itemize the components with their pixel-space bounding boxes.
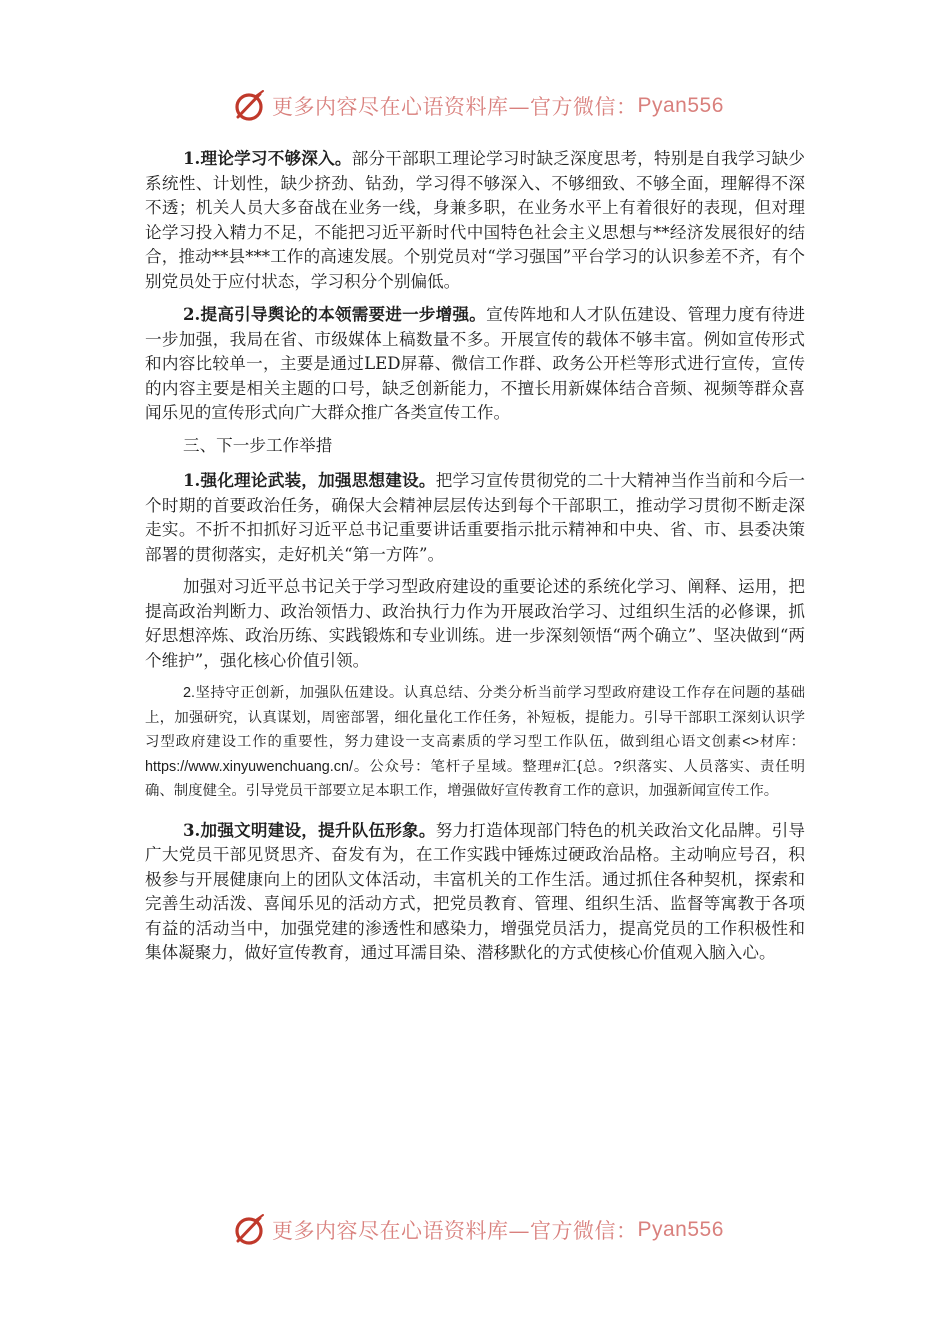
section-heading: 三、下一步工作举措 <box>183 435 333 455</box>
measure-3-lead: 3.加强文明建设，提升队伍形象。 <box>183 819 436 840</box>
brush-circle-logo <box>232 88 268 124</box>
measure-1-continued-text: 加强对习近平总书记关于学习型政府建设的重要论述的系统化学习、阐释、运用，把提高政治判断力、政治领悟力、政治执行力作为开展政治学习、过组织生活的必修课，抓好思想淬炼、政治历练、实践锻炼和专业训练。进一步深刻领悟“两个确立”、坚决做到“两个维护”，强化核心价值引领。 <box>145 577 805 670</box>
banner-text: 更多内容尽在心语资料库—官方微信： <box>272 95 638 119</box>
measure-3-text: 努力打造体现部门特色的机关政治文化品牌。引导广大党员干部见贤思齐、奋发有为，在工作实践中锤炼过硬政治品格。主动响应号召，积极参与开展健康向上的团队文体活动，丰富机关的工作生活。通过抓住各种契机，探索和完善生动活泼、喜闻乐见的活动方式，把党员教育、管理、组织生活、监督等寓教于各项有益的活动当中，加强党建的渗透性和感染力，增强党员活力，提高党员的工作积极性和集体凝聚力，做好宣传教育，通过耳濡目染、潜移默化的方式使核心价值观入脑入心。 <box>145 820 806 963</box>
measure-1 <box>145 468 805 567</box>
paragraph-2 <box>145 302 805 426</box>
document-body <box>145 146 805 974</box>
paragraph-1-lead: 1.理论学习不够深入。 <box>183 148 352 168</box>
measure-1-lead: 1.强化理论武装，加强思想建设。 <box>183 470 436 490</box>
measure-3 <box>145 818 805 966</box>
banner-wechat: Pyan556 <box>637 94 724 117</box>
brush-circle-logo <box>232 1212 268 1248</box>
measure-1-continued <box>145 575 805 673</box>
measure-2: 2.坚持守正创新，加强队伍建设。认真总结、分类分析当前学习型政府建设工作存在问题的基础上，加强研究，认真谋划，周密部署，细化量化工作任务，补短板，提能力。引导干部职工深刻认识学习型政府建设工作的重要性，努力建设一支高素质的学习型工作队伍，做到组心语文创素<>材库：https://www.xinyuwenchuang.cn/。公众号：笔杆子星域。整理#汇{总。?织落实、人员落实、责任明确、制度健全。引导党员干部要立足本职工作，增强做好宣传教育工作的意识，加强新闻宣传工作。 <box>145 685 805 800</box>
header-banner <box>232 86 724 126</box>
paragraph-1 <box>145 146 805 294</box>
banner-wechat: Pyan556 <box>637 1218 724 1241</box>
banner-text: 更多内容尽在心语资料库—官方微信： <box>272 1219 638 1243</box>
paragraph-2-text: 宣传阵地和人才队伍建设、管理力度有待进一步加强，我局在省、市级媒体上稿数量不多。开展宣传的载体不够丰富。例如宣传形式和内容比较单一，主要是通过LED屏幕、微信工作群、政务公开栏等形式进行宣传，宣传的内容主要是相关主题的口号，缺乏创新能力，不擅长用新媒体结合音频、视频等群众喜闻乐见的宣传形式向广大群众推广各类宣传工作。 <box>145 305 806 422</box>
paragraph-1-text: 部分干部职工理论学习时缺乏深度思考，特别是自我学习缺少系统性、计划性，缺少挤劲、钻劲，学习得不够深入、不够细致、不够全面，理解得不深不透；机关人员大多奋战在业务一线，身兼多职，在业务水平上有着很好的表现，但对理论学习投入精力不足，不能把习近平新时代中国特色社会主义思想与**经济发展很好的结合，推动**县***工作的高速发展。个别党员对“学习强国”平台学习的认识参差不齐，有个别党员处于应付状态，学习积分个别偏低。 <box>145 149 806 291</box>
paragraph-2-lead: 2.提高引导舆论的本领需要进一步增强。 <box>183 304 487 324</box>
footer-banner <box>232 1210 724 1250</box>
measure-1-text: 把学习宣传贯彻党的二十大精神当作当前和今后一个时期的首要政治任务，确保大会精神层层传达到每个干部职工，推动学习贯彻不断走深走实。不折不扣抓好习近平总书记重要讲话重要指示批示精神和中央、省、市、县委决策部署的贯彻落实，走好机关“第一方阵”。 <box>145 471 806 564</box>
